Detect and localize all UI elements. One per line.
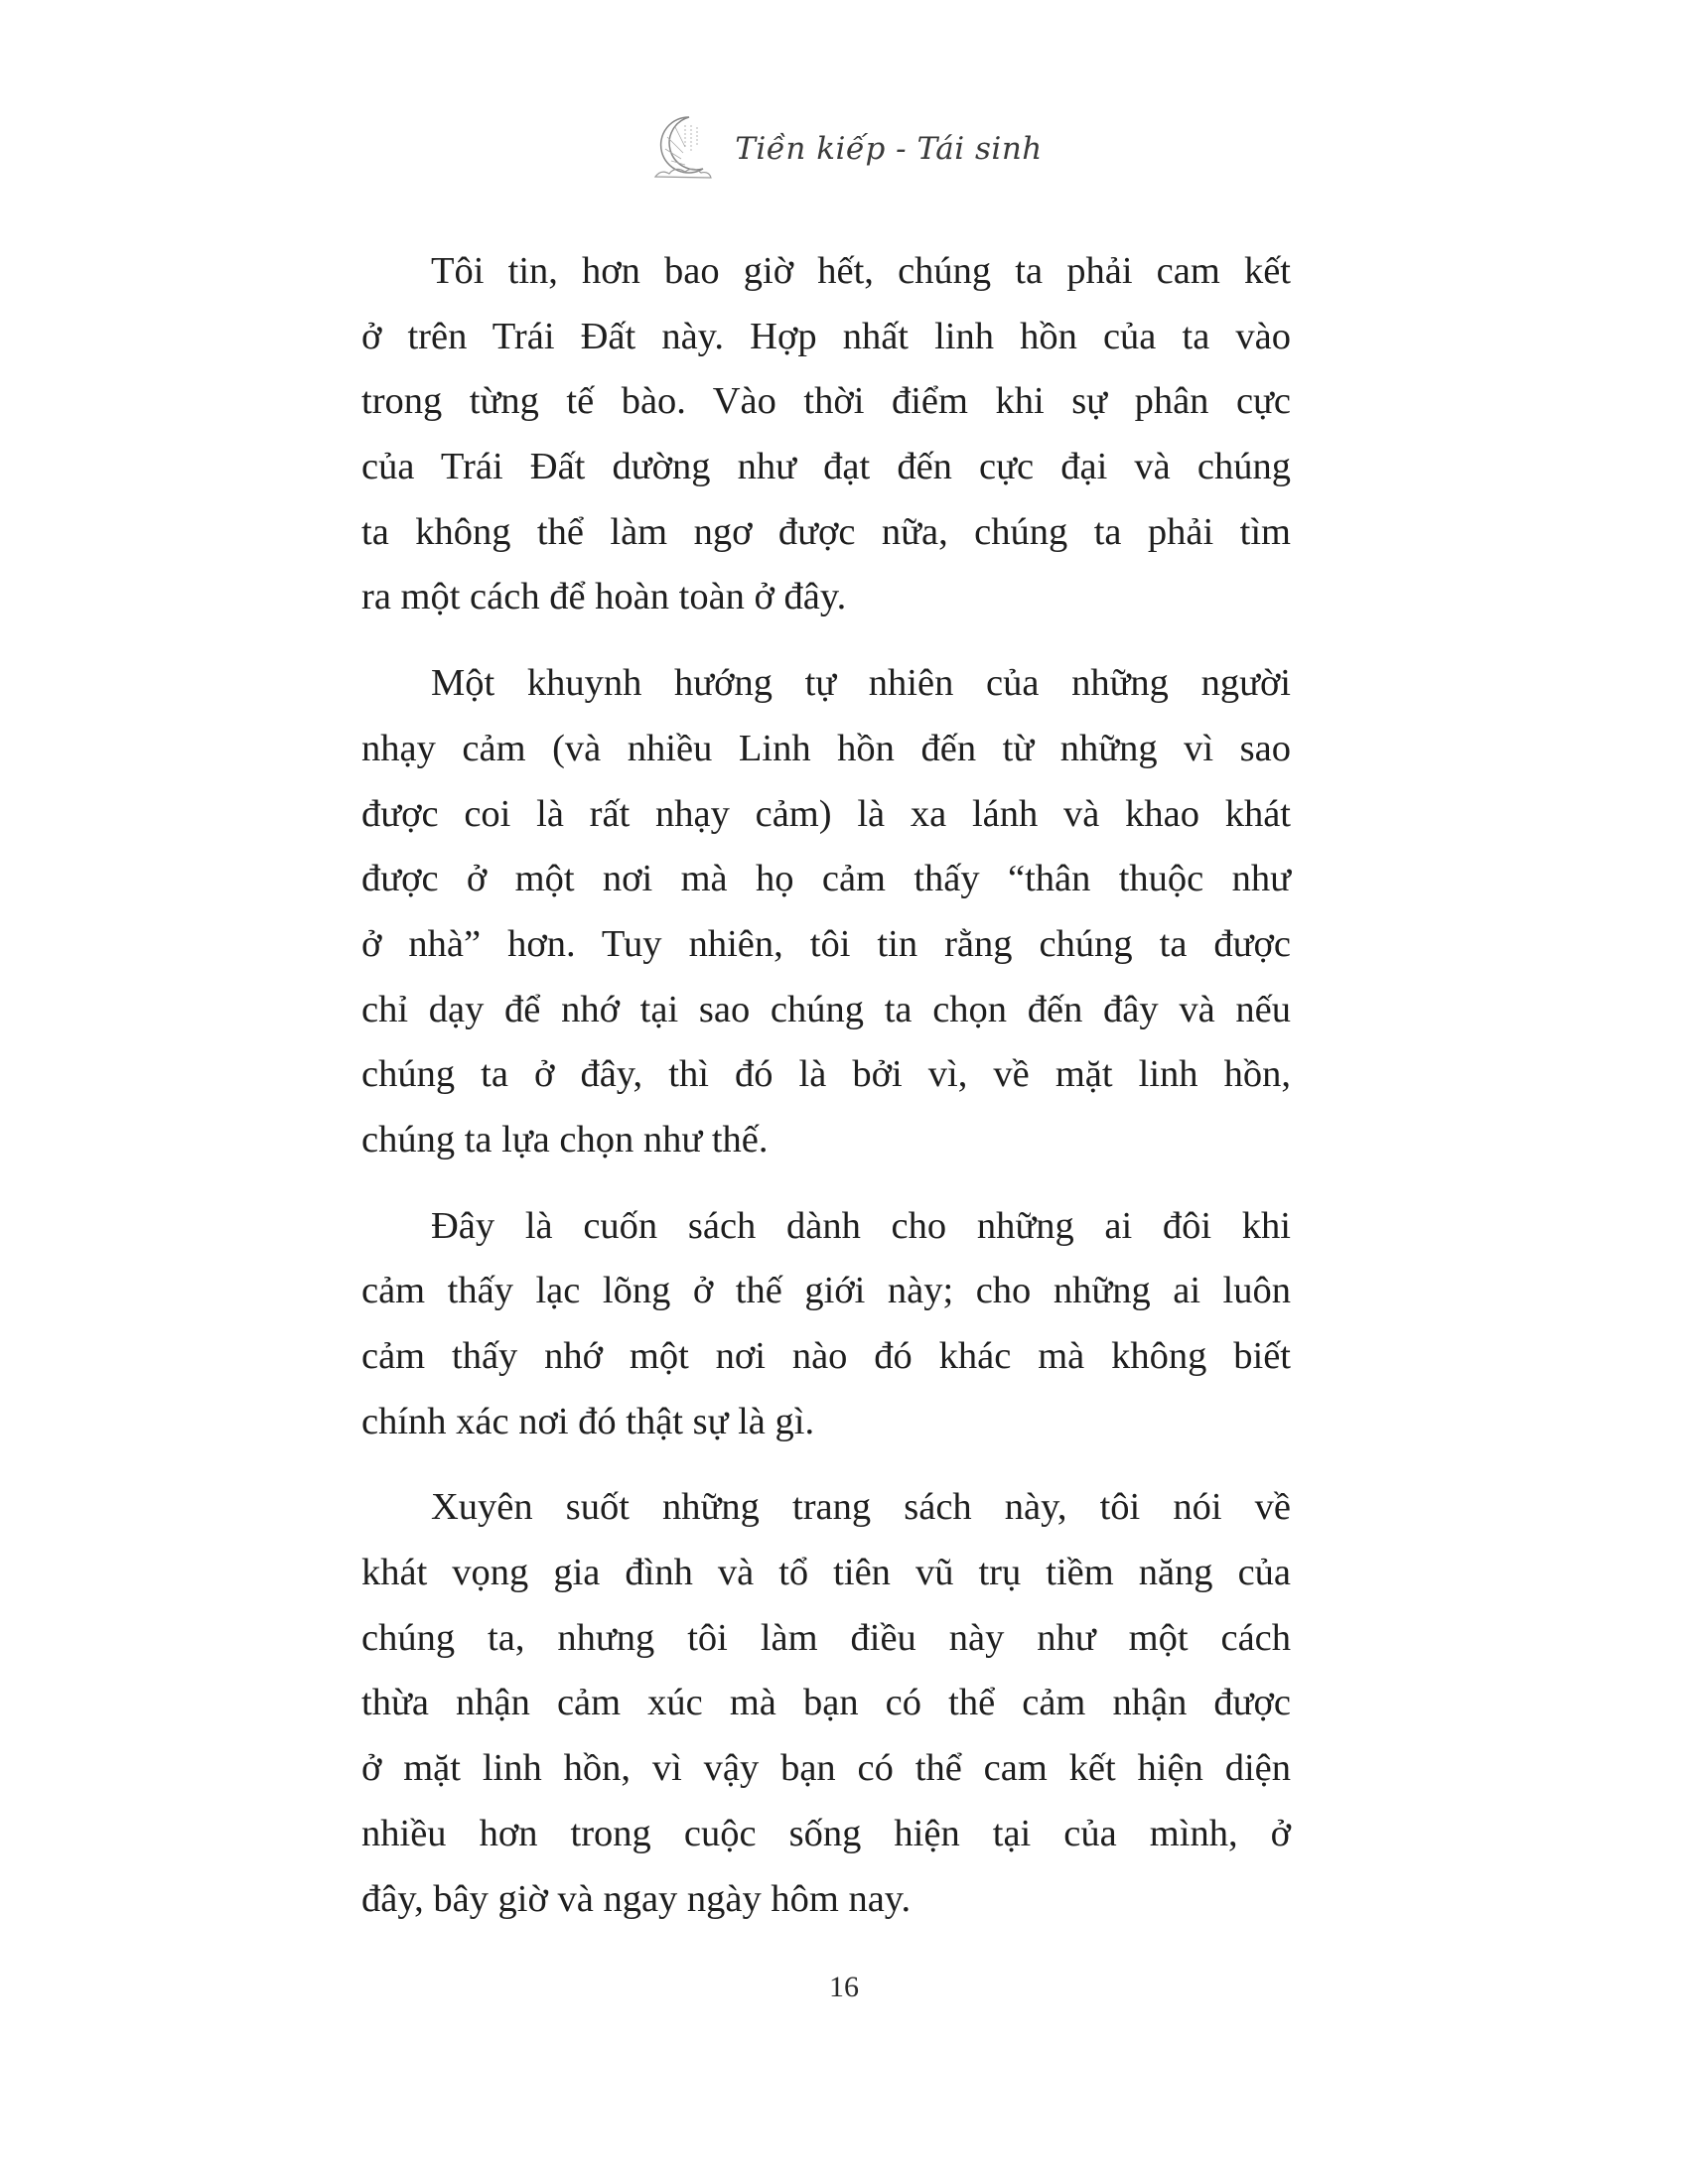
text-line: ra một cách để hoàn toàn ở đây. [361,576,847,618]
text-line: ở trên Trái Đất này. Hợp nhất linh hồn của ta vào [361,315,1291,357]
text-line: được coi là rất nhạy cảm) là xa lánh và khao khát [361,792,1291,835]
text-line: trong từng tế bào. Vào thời điểm khi sự phân cực [361,380,1291,423]
text-line: Một khuynh hướng tự nhiên của những người [431,662,1291,705]
text-line: thừa nhận cảm xúc mà bạn có thể cảm nhận được [361,1682,1291,1724]
text-line: chỉ dạy để nhớ tại sao chúng ta chọn đến đây và nếu [361,988,1291,1030]
text-line: nhạy cảm (và nhiều Linh hồn đến từ những vì sao [361,727,1291,769]
page-number: 16 [829,1971,859,2003]
text-line: cảm thấy lạc lõng ở thế giới này; cho những ai luôn [361,1270,1291,1312]
crescent-moon-cloud-icon [645,107,725,187]
paragraph [361,239,1291,630]
text-line: nhiều hơn trong cuộc sống hiện tại của mình, ở [361,1812,1291,1854]
text-line: ở mặt linh hồn, vì vậy bạn có thể cam kết hiện diện [361,1747,1291,1790]
text-line: Tôi tin, hơn bao giờ hết, chúng ta phải cam kết [431,250,1291,292]
text-line: ở nhà” hơn. Tuy nhiên, tôi tin rằng chúng ta được [361,922,1291,965]
text-line: của Trái Đất dường như đạt đến cực đại và chúng [361,446,1291,488]
body-text [361,239,1291,1953]
text-line: khát vọng gia đình và tổ tiên vũ trụ tiềm năng của [361,1552,1291,1594]
text-line: chúng ta lựa chọn như thế. [361,1118,769,1160]
text-line: ta không thể làm ngơ được nữa, chúng ta phải tìm [361,510,1291,553]
text-line: Xuyên suốt những trang sách này, tôi nói về [431,1486,1291,1529]
text-line: cảm thấy nhớ một nơi nào đó khác mà không biết [361,1335,1291,1377]
text-line: Đây là cuốn sách dành cho những ai đôi khi [431,1204,1291,1247]
book-title: Tiền kiếp - Tái sinh [735,131,1043,167]
text-line: được ở một nơi mà họ cảm thấy “thân thuộc như [361,858,1291,900]
running-header [0,107,1688,187]
text-line: chúng ta ở đây, thì đó là bởi vì, về mặt linh hồn, [361,1053,1291,1096]
paragraph [361,651,1291,1173]
text-line: chính xác nơi đó thật sự là gì. [361,1400,815,1442]
paragraph [361,1194,1291,1455]
text-line: đây, bây giờ và ngay ngày hôm nay. [361,1877,912,1920]
text-line: chúng ta, nhưng tôi làm điều này như một cách [361,1616,1291,1659]
paragraph [361,1475,1291,1932]
